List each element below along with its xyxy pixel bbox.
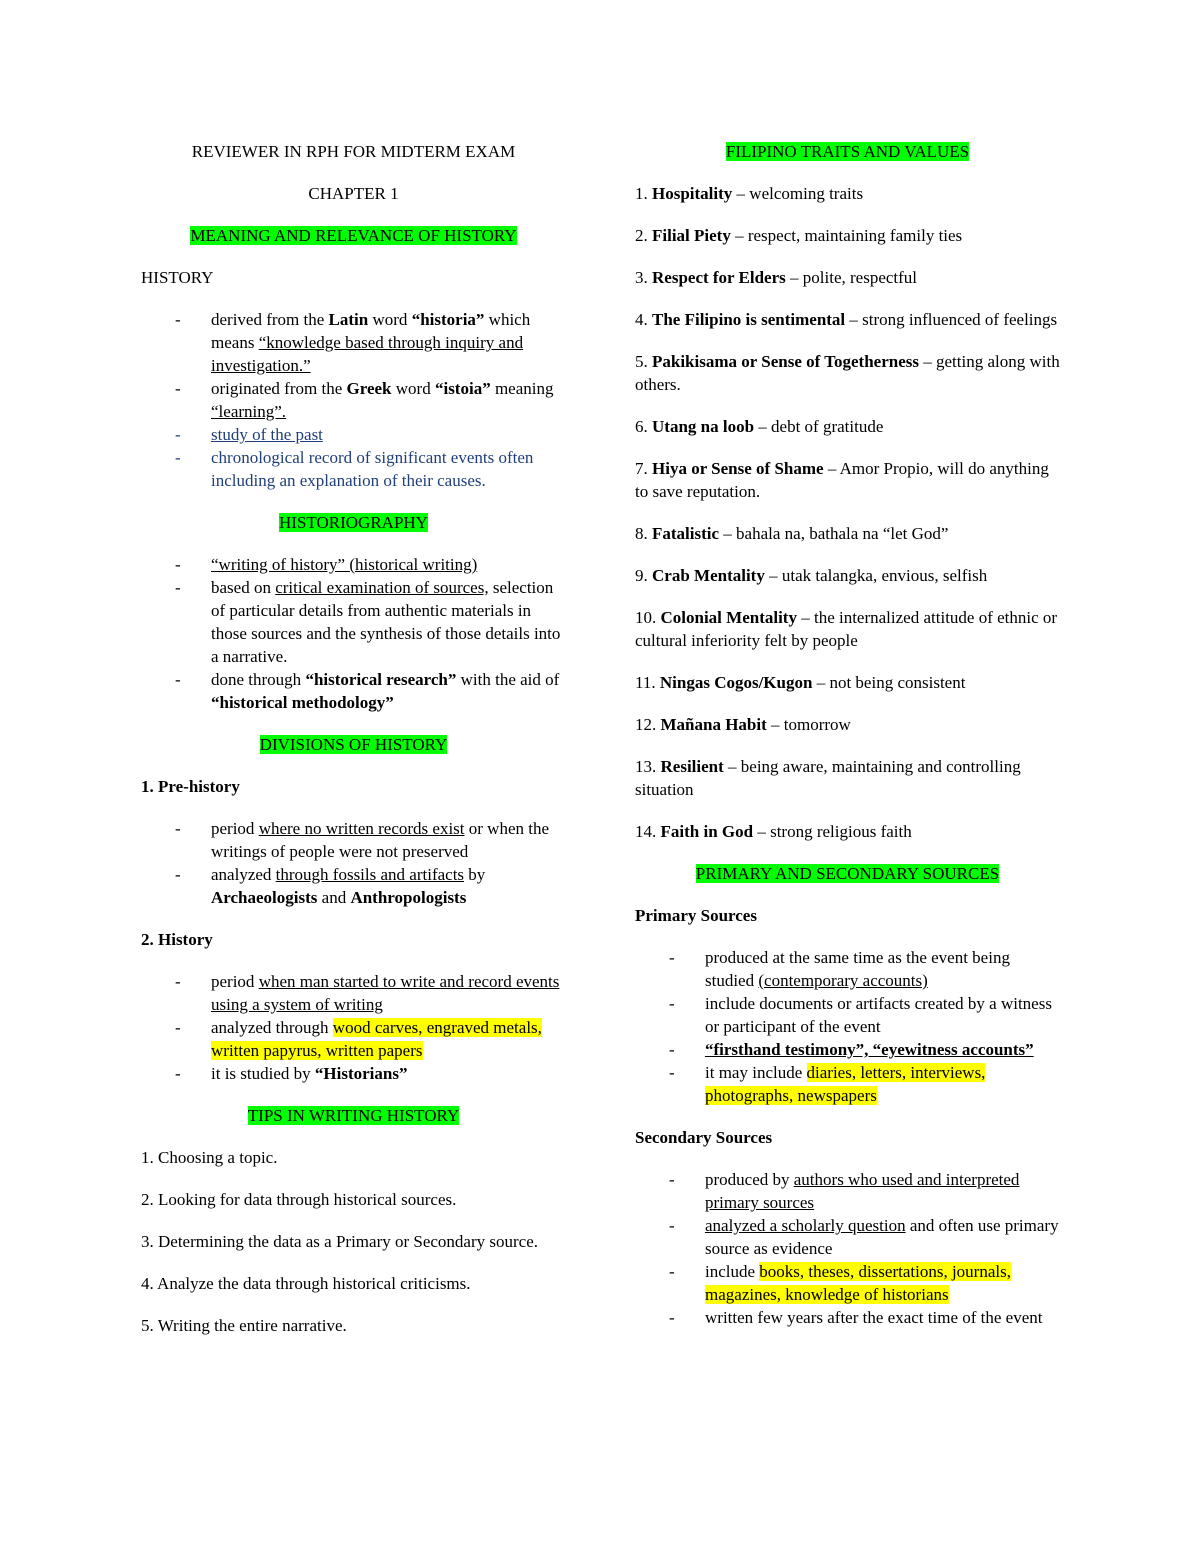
highlight: TIPS IN WRITING HISTORY xyxy=(247,1106,460,1125)
section-heading-meaning xyxy=(141,224,566,247)
tip-item: 2. Looking for data through historical sources. xyxy=(141,1190,457,1209)
history-label: HISTORY xyxy=(141,268,214,287)
trait-item: 9. Crab Mentality – utak talangka, envious, selfish xyxy=(635,566,988,585)
prehistory-list xyxy=(141,817,566,909)
list-item: - based on critical examination of sources, selection of particular details from authentic materials in those sources and the synthesis of those details into a narrative. xyxy=(141,576,566,668)
primary-sources-list xyxy=(635,946,1060,1107)
trait-item: 2. Filial Piety – respect, maintaining family ties xyxy=(635,226,963,245)
trait-item: 5. Pakikisama or Sense of Togetherness – getting along with others. xyxy=(635,352,1060,394)
list-item: - period when man started to write and record events using a system of writing xyxy=(141,970,566,1016)
document-title: REVIEWER IN RPH FOR MIDTERM EXAM xyxy=(191,142,516,161)
trait-item: 4. The Filipino is sentimental – strong influenced of feelings xyxy=(635,310,1058,329)
history-list xyxy=(141,308,566,492)
section-heading-historiography xyxy=(141,511,566,534)
trait-item: 13. Resilient – being aware, maintaining and controlling situation xyxy=(635,757,1021,799)
list-item: - study of the past xyxy=(141,423,566,446)
section-heading-traits xyxy=(635,140,1060,163)
list-item: - include books, theses, dissertations, journals, magazines, knowledge of historians xyxy=(635,1260,1060,1306)
section-heading-sources xyxy=(635,862,1060,885)
list-item: - originated from the Greek word “istoia” meaning “learning”. xyxy=(141,377,566,423)
list-item: - it is studied by “Historians” xyxy=(141,1062,566,1085)
tip-item: 1. Choosing a topic. xyxy=(141,1148,278,1167)
highlight: PRIMARY AND SECONDARY SOURCES xyxy=(695,864,1000,883)
list-item: - analyzed through wood carves, engraved metals, written papyrus, written papers xyxy=(141,1016,566,1062)
traits-list xyxy=(635,182,1060,843)
list-item: - it may include diaries, letters, interviews, photographs, newspapers xyxy=(635,1061,1060,1107)
secondary-sources-list xyxy=(635,1168,1060,1329)
list-item: - produced at the same time as the event being studied (contemporary accounts) xyxy=(635,946,1060,992)
trait-item: 14. Faith in God – strong religious faith xyxy=(635,822,912,841)
list-item: - period where no written records exist or when the writings of people were not preserved xyxy=(141,817,566,863)
trait-item: 10. Colonial Mentality – the internalized attitude of ethnic or cultural inferiority felt by people xyxy=(635,608,1058,650)
list-item: - chronological record of significant events often including an explanation of their causes. xyxy=(141,446,566,492)
tip-item: 4. Analyze the data through historical criticisms. xyxy=(141,1274,471,1293)
list-item: - produced by authors who used and interpreted primary sources xyxy=(635,1168,1060,1214)
trait-item: 8. Fatalistic – bahala na, bathala na “let God” xyxy=(635,524,949,543)
prehistory-label: 1. Pre-history xyxy=(141,777,240,796)
list-item: - “firsthand testimony”, “eyewitness accounts” xyxy=(635,1038,1060,1061)
history2-label: 2. History xyxy=(141,930,213,949)
list-item: - “writing of history” (historical writing) xyxy=(141,553,566,576)
trait-item: 11. Ningas Cogos/Kugon – not being consistent xyxy=(635,673,966,692)
trait-item: 6. Utang na loob – debt of gratitude xyxy=(635,417,884,436)
historiography-list xyxy=(141,553,566,714)
left-column xyxy=(141,140,566,1356)
history2-list xyxy=(141,970,566,1085)
tip-item: 5. Writing the entire narrative. xyxy=(141,1316,347,1335)
list-item: - derived from the Latin word “historia” which means “knowledge based through inquiry and investigation.” xyxy=(141,308,566,377)
highlight: MEANING AND RELEVANCE OF HISTORY xyxy=(190,226,517,245)
tips-list xyxy=(141,1146,566,1337)
chapter-heading: CHAPTER 1 xyxy=(308,184,399,203)
tip-item: 3. Determining the data as a Primary or Secondary source. xyxy=(141,1232,539,1251)
highlight: HISTORIOGRAPHY xyxy=(279,513,428,532)
list-item: - include documents or artifacts created by a witness or participant of the event xyxy=(635,992,1060,1038)
trait-item: 12. Mañana Habit – tomorrow xyxy=(635,715,851,734)
list-item: - analyzed a scholarly question and often use primary source as evidence xyxy=(635,1214,1060,1260)
trait-item: 3. Respect for Elders – polite, respectful xyxy=(635,268,918,287)
list-item: - written few years after the exact time of the event xyxy=(635,1306,1060,1329)
trait-item: 7. Hiya or Sense of Shame – Amor Propio, will do anything to save reputation. xyxy=(635,459,1049,501)
list-item: - done through “historical research” with the aid of “historical methodology” xyxy=(141,668,566,714)
highlight: DIVISIONS OF HISTORY xyxy=(259,735,448,754)
section-heading-tips xyxy=(141,1104,566,1127)
section-heading-divisions xyxy=(141,733,566,756)
primary-sources-label: Primary Sources xyxy=(635,906,757,925)
secondary-sources-label: Secondary Sources xyxy=(635,1128,773,1147)
trait-item: 1. Hospitality – welcoming traits xyxy=(635,184,864,203)
list-item: - analyzed through fossils and artifacts by Archaeologists and Anthropologists xyxy=(141,863,566,909)
highlight: FILIPINO TRAITS AND VALUES xyxy=(725,142,970,161)
right-column xyxy=(635,140,1060,1348)
